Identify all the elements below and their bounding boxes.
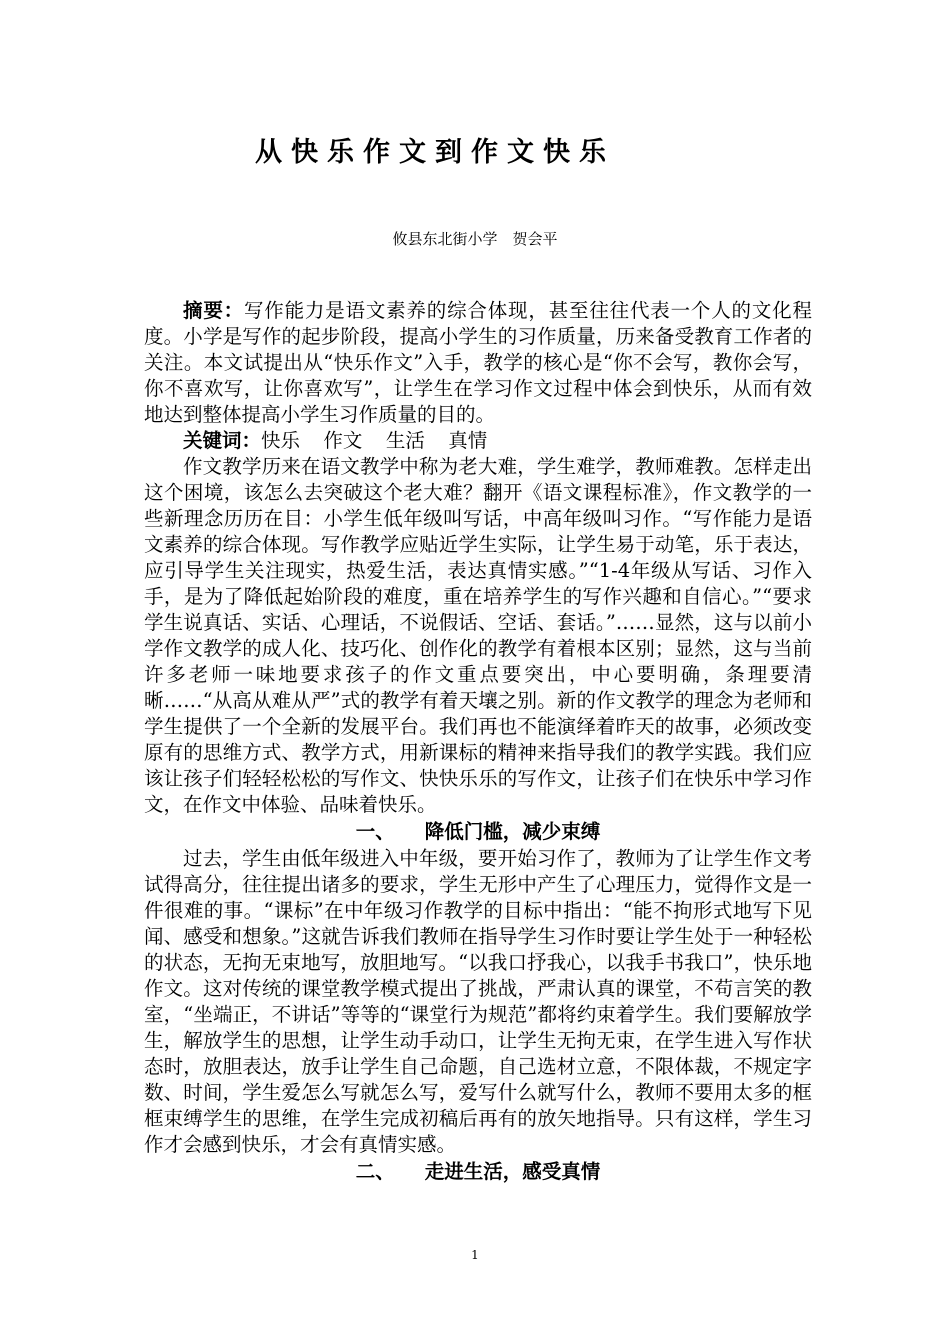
abstract-label: 摘要： [183, 299, 244, 322]
keyword-item: 快乐 [261, 429, 301, 452]
section-2-title: 走进生活，感受真情 [424, 1160, 601, 1183]
keywords-line [144, 428, 812, 454]
section-1-paragraph: 过去，学生由低年级进入中年级，要开始习作了，教师为了让学生作文考试得高分，往往提出诸多的要求，学生无形中产生了心理压力，觉得作文是一件很难的事。“课标”在中年级习作教学的目标中指出：“能不拘形式地写下见闻、感受和想象。”这就告诉我们教师在指导学生习作时要让学生处于一种轻松的状态，无拘无束地写，放胆地写。“以我口抒我心，以我手书我口”，快乐地作文。这对传统的课堂教学模式提出了挑战，严肃认真的课堂，不苟言笑的教室，“坐端正，不讲话”等等的“课堂行为规范”都将约束着学生。我们要解放学生，解放学生的思想，让学生动手动口，让学生无拘无束，在学生进入写作状态时，放胆表达，放手让学生自己命题，自己选材立意，不限体裁，不规定字数、时间，学生爱怎么写就怎么写，爱写什么就写什么，教师不要用太多的框框束缚学生的思维，在学生完成初稿后再有的放矢地指导。只有这样，学生习作才会感到快乐，才会有真情实感。 [144, 847, 812, 1156]
keyword-item: 作文 [323, 429, 363, 452]
abstract-paragraph [144, 298, 812, 428]
abstract-text: 写作能力是语文素养的综合体现，甚至往往代表一个人的文化程度。小学是写作的起步阶段，提高小学生的习作质量，历来备受教育工作者的关注。本文试提出从“快乐作文”入手，教学的核心是“你不会写，教你会写，你不喜欢写，让你喜欢写”，让学生在学习作文过程中体会到快乐，从而有效地达到整体提高小学生习作质量的目的。 [144, 299, 812, 426]
section-1-heading [144, 818, 812, 846]
keywords-label: 关键词： [183, 429, 262, 452]
section-1-number: 一、 [355, 820, 395, 843]
section-2-number: 二、 [355, 1160, 395, 1183]
document-title: 从快乐作文到作文快乐 [255, 137, 615, 168]
keyword-item: 生活 [385, 429, 425, 452]
document-body [144, 298, 812, 1186]
page-number: 1 [471, 1248, 479, 1262]
keyword-item: 真情 [448, 429, 488, 452]
section-1-title: 降低门槛，减少束缚 [424, 820, 601, 843]
author-byline: 攸县东北街小学 贺会平 [392, 230, 558, 248]
section-2-heading [144, 1158, 812, 1186]
intro-paragraph: 作文教学历来在语文教学中称为老大难，学生难学，教师难教。怎样走出这个困境，该怎么去突破这个老大难？翻开《语文课程标准》，作文教学的一些新理念历历在目：小学生低年级叫写话，中高年级叫习作。“写作能力是语文素养的综合体现。写作教学应贴近学生实际，让学生易于动笔，乐于表达，应引导学生关注现实，热爱生活，表达真情实感。”“1-4年级从写话、习作入手，是为了降低起始阶段的难度，重在培养学生的写作兴趣和自信心。”“要求学生说真话、实话、心理话，不说假话、空话、套话。”……显然，这与以前小学作文教学的成人化、技巧化、创作化的教学有着根本区别；显然，这与当前许多老师一味地要求孩子的作文重点要突出，中心要明确，条理要清晰……“从高从难从严”式的教学有着天壤之别。新的作文教学的理念为老师和学生提供了一个全新的发展平台。我们再也不能演绎着昨天的故事，必须改变原有的思维方式、教学方式，用新课标的精神来指导我们的教学实践。我们应该让孩子们轻轻松松的写作文、快快乐乐的写作文，让孩子们在快乐中学习作文，在作文中体验、品味着快乐。 [144, 455, 812, 816]
